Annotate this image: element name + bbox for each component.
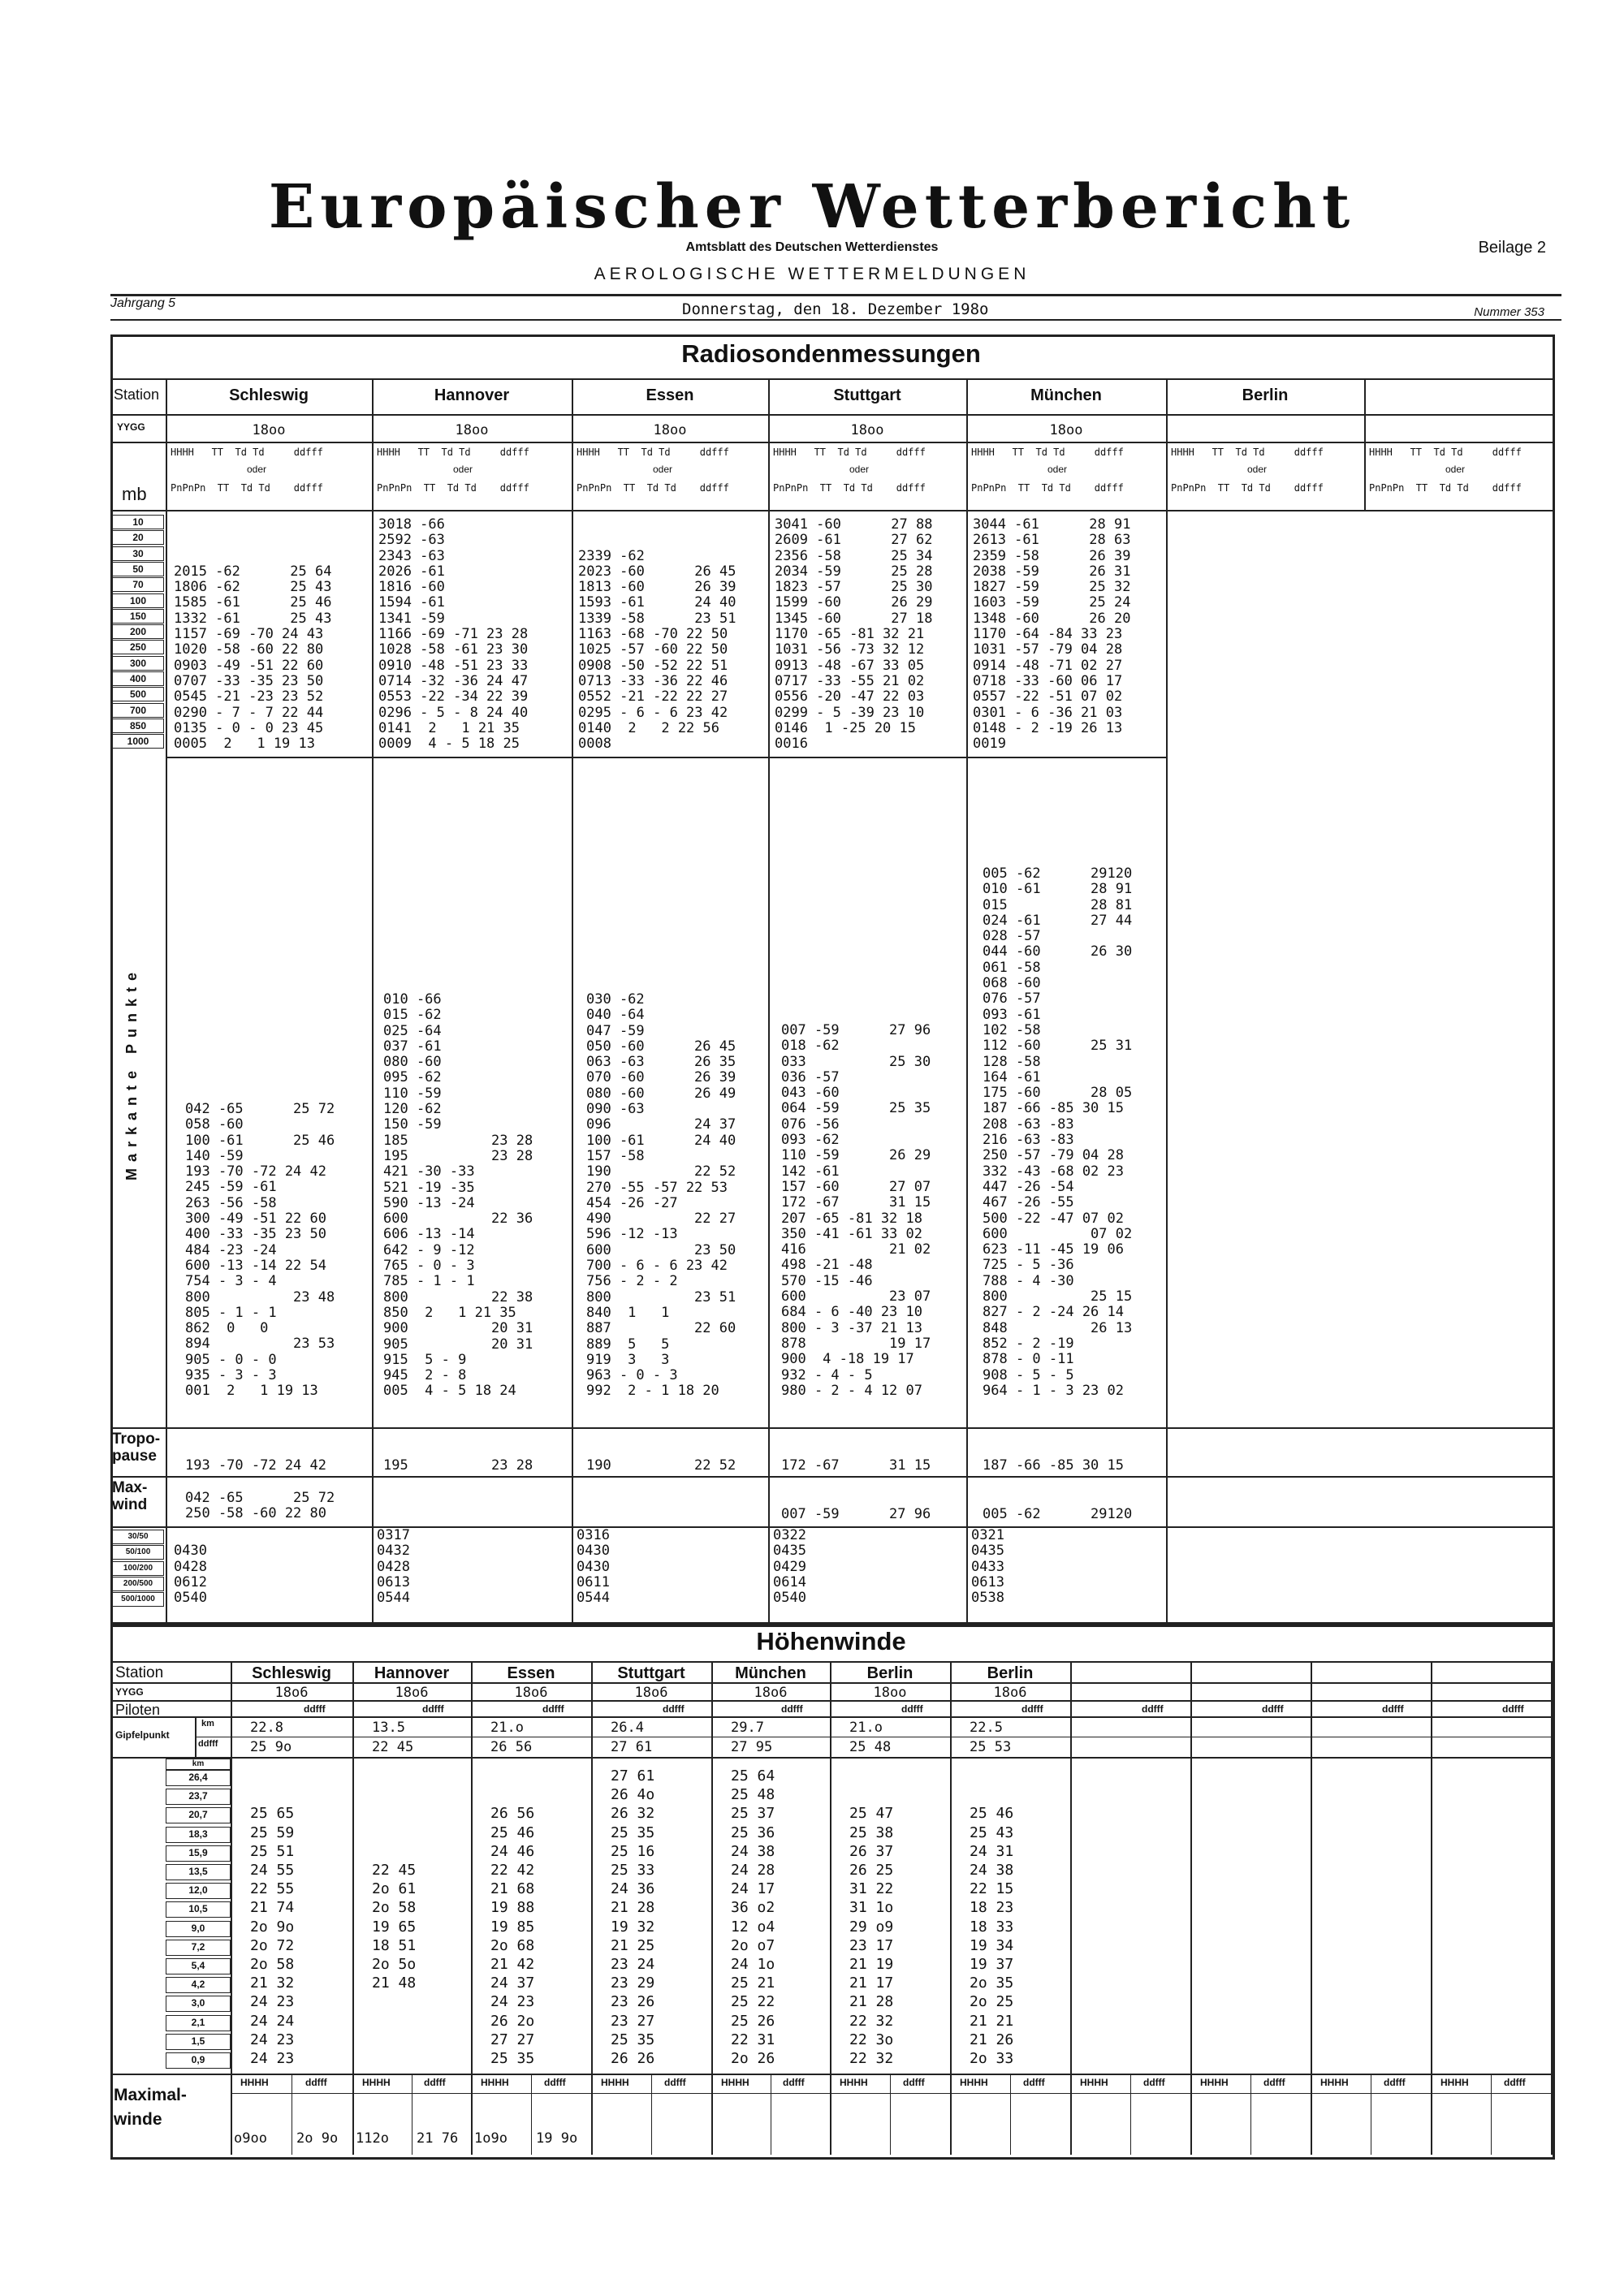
tropo-essen: 190 22 52	[586, 1457, 736, 1474]
max-hhhh-label: HHHH	[1080, 2077, 1108, 2088]
height-label: 10,5	[166, 1901, 231, 1918]
max-hhhh-label: HHHH	[601, 2077, 629, 2088]
max-ddfff-label: ddfff	[1384, 2077, 1406, 2088]
height-label: 26,4	[166, 1770, 231, 1786]
sig-data-muenchen: 005 -62 29120 010 -61 28 91 015 28 81 024 -61 27 44 028 -57 044 -60 26 30 061 -58 068 -60 076 -57 093 -61 102 -58 112 -60 25 31 128 -58 164 -61 175 -60 28 05 187 -66 -85 30 15 208 -63 -83 216 -63 -83 250 -57 -79 04 28 332 -43 -68 02 23 447 -26 -54 467 -26 -55 500 -22 -47 07 02 600 07 02 623 -11 -45 19 06 725 - 5 -36 788 - 4 -30 800 25 15 827 - 2 -24 26 14 848 26 13 852 - 2 -19 878 - 0 -11 908 - 5 - 5 964 - 1 - 3 23 02	[983, 865, 1133, 1399]
column-header: PnPnPn TT Td Td ddfff	[171, 482, 323, 494]
thickness-label: 100/200	[112, 1561, 164, 1576]
winds-column-data: 25 47 25 38 26 37 26 25 31 22 31 1o 29 o9 23 17 21 19 21 17 21 28 22 32 22 3o 22 32	[849, 1805, 894, 2068]
winds-column-divider	[471, 1661, 473, 2155]
max-col-split	[1130, 2074, 1131, 2155]
column-header: PnPnPn TT Td Td ddfff	[377, 482, 529, 494]
sig-data-schleswig: 042 -65 25 72 058 -60 100 -61 25 46 140 -59 193 -70 -72 24 42 245 -59 -61 263 -56 -58 300 -49 -51 22 60 400 -33 -35 23 50 484 -23 -24 600 -13 -14 22 54 754 - 3 - 4 800 23 48 805 - 1 - 1 862 0 0 894 23 53 905 - 0 - 0 935 - 3 - 3 001 2 1 19 13	[185, 1101, 335, 1400]
winds-yygg: 18o6	[514, 1685, 548, 1701]
gipfel-ddfff: 25 48	[849, 1739, 892, 1755]
height-label: 20,7	[166, 1807, 231, 1823]
height-label: 15,9	[166, 1845, 231, 1862]
thickness-label: 30/50	[112, 1530, 164, 1544]
header-rule-2	[110, 319, 1561, 321]
winds-station-name: Schleswig	[252, 1664, 331, 1682]
station-name: Schleswig	[229, 386, 309, 404]
winds-yygg: 18o6	[395, 1685, 429, 1701]
yygg-label: YYGG	[117, 421, 145, 433]
height-label: 12,0	[166, 1883, 231, 1899]
header-rule	[110, 294, 1561, 296]
tropo-muenchen: 187 -66 -85 30 15	[983, 1457, 1124, 1474]
max-hhhh-label: HHHH	[721, 2077, 749, 2088]
max-hhhh: o9oo	[234, 2130, 267, 2147]
winds-column-divider	[1431, 1661, 1432, 2155]
piloten-ddfff: ddfff	[1502, 1703, 1524, 1715]
thickness-label: 200/500	[112, 1577, 164, 1591]
level-label: 20	[112, 530, 164, 545]
level-label: 400	[112, 671, 164, 686]
column-header: HHHH TT Td Td ddfff	[377, 447, 529, 458]
yygg-value: 18oo	[1049, 422, 1083, 438]
column-header: PnPnPn TT Td Td ddfff	[773, 482, 926, 494]
tropo-stuttgart: 172 -67 31 15	[781, 1457, 931, 1474]
radiosonde-title: Radiosondenmessungen	[681, 339, 981, 368]
max-hhhh-label: HHHH	[840, 2077, 868, 2088]
maxwind-label: Max-wind	[112, 1479, 148, 1513]
winds-title: Höhenwinde	[756, 1627, 906, 1655]
winds-station-label: Station	[115, 1664, 164, 1681]
winds-column-divider	[711, 1661, 713, 2155]
gipfel-km-label: km	[201, 1719, 214, 1728]
column-header: HHHH TT Td Td ddfff	[171, 447, 323, 458]
max-ddfff-label: ddfff	[305, 2077, 327, 2088]
height-label: 9,0	[166, 1921, 231, 1937]
gipfel-label-split	[195, 1716, 197, 1757]
piloten-ddfff: ddfff	[542, 1703, 564, 1715]
winds-yygg: 18o6	[754, 1685, 788, 1701]
winds-column-divider	[950, 1661, 952, 2155]
station-name: Berlin	[1242, 386, 1289, 404]
volume-label: Jahrgang 5	[110, 296, 176, 310]
winds-column-data: 26 56 25 46 24 46 22 42 21 68 19 88 19 85 2o 68 21 42 24 37 24 23 26 2o 27 27 25 35	[490, 1805, 535, 2068]
max-hhhh-label: HHHH	[1440, 2077, 1469, 2088]
max-col-split	[531, 2074, 532, 2155]
height-label: 7,2	[166, 1940, 231, 1956]
winds-yygg: 18o6	[634, 1685, 668, 1701]
level-label: 850	[112, 719, 164, 733]
gipfel-ddfff: 25 9o	[250, 1739, 292, 1755]
height-label: 23,7	[166, 1789, 231, 1805]
sig-data-hannover: 010 -66 015 -62 025 -64 037 -61 080 -60 095 -62 110 -59 120 -62 150 -59 185 23 28 195 23 28 421 -30 -33 521 -19 -35 590 -13 -24 600 22 36 606 -13 -14 642 - 9 -12 765 - 0 - 3 785 - 1 - 1 800 22 38 850 2 1 21 35 900 20 31 905 20 31 915 5 - 9 945 2 - 8 005 4 - 5 18 24	[383, 991, 533, 1400]
station-name: Essen	[646, 386, 694, 404]
yygg-value: 18oo	[653, 422, 687, 438]
gipfelpunkt-label: Gipfelpunkt	[115, 1729, 170, 1741]
column-header-oder: oder	[453, 464, 473, 475]
column-header-oder: oder	[1047, 464, 1068, 475]
maxwind-stuttgart: 007 -59 27 96	[781, 1506, 931, 1522]
column-header: PnPnPn TT Td Td ddfff	[577, 482, 729, 494]
winds-column-data: 22 45 2o 61 2o 58 19 65 18 51 2o 5o 21 48	[372, 1862, 417, 1992]
max-col-split	[1010, 2074, 1011, 2155]
piloten-ddfff: ddfff	[1142, 1703, 1164, 1715]
max-hhhh-label: HHHH	[481, 2077, 509, 2088]
height-label: 2,1	[166, 2015, 231, 2031]
winds-yygg: 18o6	[993, 1685, 1027, 1701]
maximalwinde-label: Maximal-winde	[114, 2086, 187, 2129]
winds-station-name: Essen	[507, 1664, 555, 1682]
max-hhhh: 1o9o	[474, 2130, 508, 2147]
column-header: PnPnPn TT Td Td ddfff	[971, 482, 1124, 494]
level-label: 100	[112, 593, 164, 608]
level-label: 50	[112, 562, 164, 576]
winds-station-name: München	[735, 1664, 806, 1682]
thickness-essen: 0316 0430 0430 0611 0544	[577, 1527, 610, 1607]
max-ddfff-label: ddfff	[1504, 2077, 1526, 2088]
sig-data-essen: 030 -62 040 -64 047 -59 050 -60 26 45 063 -63 26 35 070 -60 26 39 080 -60 26 49 090 -63 096 24 37 100 -61 24 40 157 -58 190 22 52 270 -55 -57 22 53 454 -26 -27 490 22 27 596 -12 -13 600 23 50 700 - 6 - 6 23 42 756 - 2 - 2 800 23 51 840 1 1 887 22 60 889 5 5 919 3 3 963 - 0 - 3 992 2 - 1 18 20	[586, 991, 736, 1400]
piloten-ddfff: ddfff	[1262, 1703, 1284, 1715]
gipfel-km: 22.8	[250, 1720, 283, 1736]
winds-column-divider	[591, 1661, 593, 2155]
level-label: 1000	[112, 734, 164, 749]
supplement-label: Beilage 2	[1478, 239, 1546, 257]
max-hhhh-label: HHHH	[362, 2077, 391, 2088]
height-label: 5,4	[166, 1958, 231, 1974]
column-header: PnPnPn TT Td Td ddfff	[1171, 482, 1324, 494]
max-ddfff-label: ddfff	[664, 2077, 686, 2088]
station-label: Station	[114, 386, 160, 403]
gipfel-km: 29.7	[731, 1720, 764, 1736]
issue-number: Nummer 353	[1474, 305, 1544, 319]
main-data-muenchen: 3044 -61 28 91 2613 -61 28 63 2359 -58 26 39 2038 -59 26 31 1827 -59 25 32 1603 -59 25 24 1348 -60 26 20 1170 -64 -84 33 23 1031 -57 -79 04 28 0914 -48 -71 02 27 0718 -33 -60 06 17 0557 -22 -51 07 02 0301 - 6 -36 21 03 0148 - 2 -19 26 13 0019	[973, 516, 1131, 753]
column-header: PnPnPn TT Td Td ddfff	[1369, 482, 1522, 494]
winds-station-name: Hannover	[374, 1664, 450, 1682]
column-header: HHHH TT Td Td ddfff	[773, 447, 926, 458]
max-ddfff-label: ddfff	[1143, 2077, 1165, 2088]
column-header-oder: oder	[1247, 464, 1268, 475]
tropo-hannover: 195 23 28	[383, 1457, 533, 1474]
gipfel-ddfff: 27 61	[611, 1739, 653, 1755]
height-label: 4,2	[166, 1977, 231, 1993]
station-name: Stuttgart	[833, 386, 901, 404]
markante-punkte-label: Markante Punkte	[123, 966, 140, 1181]
mb-label: mb	[122, 484, 147, 504]
page-title: Europäischer Wetterbericht	[268, 172, 1356, 242]
level-label: 200	[112, 624, 164, 639]
gipfel-ddfff: 26 56	[490, 1739, 533, 1755]
level-label: 30	[112, 546, 164, 561]
height-label: 0,9	[166, 2052, 231, 2069]
thickness-label: 500/1000	[112, 1592, 164, 1607]
level-label: 300	[112, 656, 164, 671]
column-header: HHHH TT Td Td ddfff	[577, 447, 729, 458]
winds-station-name: Berlin	[866, 1664, 914, 1682]
winds-station-name: Stuttgart	[617, 1664, 685, 1682]
height-unit-label: km	[166, 1759, 231, 1770]
thickness-schleswig: 0430 0428 0612 0540	[174, 1543, 207, 1607]
winds-column-divider	[231, 1661, 232, 2155]
max-col-split	[651, 2074, 652, 2155]
winds-column-data: 25 65 25 59 25 51 24 55 22 55 21 74 2o 9o 2o 72 2o 58 21 32 24 23 24 24 24 23 24 23	[250, 1805, 295, 2068]
main-data-schleswig: 2015 -62 25 64 1806 -62 25 43 1585 -61 25 46 1332 -61 25 43 1157 -69 -70 24 43 1020 -58 -60 22 80 0903 -49 -51 22 60 0707 -33 -35 23 50 0545 -21 -23 23 52 0290 - 7 - 7 22 44 0135 - 0 - 0 23 45 0005 2 1 19 13	[174, 563, 332, 753]
gipfel-ddfff: 22 45	[372, 1739, 414, 1755]
yygg-value: 18oo	[455, 422, 489, 438]
max-ddfff-label: ddfff	[1263, 2077, 1285, 2088]
winds-yygg: 18oo	[873, 1685, 907, 1701]
max-ddfff: 2o 9o	[296, 2130, 339, 2147]
gipfel-km: 26.4	[611, 1720, 644, 1736]
winds-column-divider	[1070, 1661, 1072, 2155]
tropo-schleswig: 193 -70 -72 24 42	[185, 1457, 326, 1474]
piloten-ddfff: ddfff	[304, 1703, 326, 1715]
tropopause-label: Tropo-pause	[112, 1431, 161, 1465]
height-label: 13,5	[166, 1864, 231, 1880]
max-col-split	[1250, 2074, 1251, 2155]
winds-column-divider	[1190, 1661, 1192, 2155]
yygg-value: 18oo	[252, 422, 286, 438]
winds-yygg-label: YYGG	[115, 1686, 144, 1698]
winds-column-divider	[352, 1661, 354, 2155]
level-label: 700	[112, 703, 164, 718]
max-col-split	[890, 2074, 891, 2155]
sig-data-stuttgart: 007 -59 27 96 018 -62 033 25 30 036 -57 043 -60 064 -59 25 35 076 -56 093 -62 110 -59 26 29 142 -61 157 -60 27 07 172 -67 31 15 207 -65 -81 32 18 350 -41 -61 33 02 416 21 02 498 -21 -48 570 -15 -46 600 23 07 684 - 6 -40 23 10 800 - 3 -37 21 13 878 19 17 900 4 -18 19 17 932 - 4 - 5 980 - 2 - 4 12 07	[781, 1022, 931, 1399]
gipfel-ddfff: 27 95	[731, 1739, 773, 1755]
gipfel-km: 13.5	[372, 1720, 405, 1736]
thickness-label: 50/100	[112, 1545, 164, 1560]
station-name: Hannover	[434, 386, 510, 404]
gipfel-ddfff: 25 53	[970, 1739, 1012, 1755]
column-header-oder: oder	[849, 464, 870, 475]
thickness-muenchen: 0321 0435 0433 0613 0538	[971, 1527, 1004, 1607]
max-hhhh-label: HHHH	[1320, 2077, 1349, 2088]
level-label: 500	[112, 687, 164, 701]
winds-yygg: 18o6	[274, 1685, 309, 1701]
subtitle: Amtsblatt des Deutschen Wetterdienstes	[685, 240, 939, 254]
winds-column-data: 27 61 26 4o 26 32 25 35 25 16 25 33 24 36 21 28 19 32 21 25 23 24 23 29 23 26 23 27 25 35 26 26	[611, 1767, 655, 2068]
thickness-stuttgart: 0322 0435 0429 0614 0540	[773, 1527, 806, 1607]
date-line: Donnerstag, den 18. Dezember 198o	[682, 300, 989, 318]
level-label: 70	[112, 577, 164, 592]
column-header: HHHH TT Td Td ddfff	[971, 447, 1124, 458]
level-label: 250	[112, 640, 164, 654]
max-ddfff-label: ddfff	[1023, 2077, 1045, 2088]
max-col-split	[1491, 2074, 1492, 2155]
column-header-oder: oder	[1445, 464, 1466, 475]
max-ddfff-label: ddfff	[424, 2077, 446, 2088]
maxwind-muenchen: 005 -62 29120	[983, 1506, 1133, 1522]
piloten-ddfff: ddfff	[422, 1703, 444, 1715]
main-data-essen: 2339 -62 2023 -60 26 45 1813 -60 26 39 1593 -61 24 40 1339 -58 23 51 1163 -68 -70 22 50 1025 -57 -60 22 50 0908 -50 -52 22 51 0713 -33 -36 22 46 0552 -21 -22 22 27 0295 - 6 - 6 23 42 0140 2 2 22 56 0008	[578, 547, 736, 753]
winds-column-data: 25 46 25 43 24 31 24 38 22 15 18 23 18 33 19 34 19 37 2o 35 2o 25 21 21 21 26 2o 33	[970, 1805, 1014, 2068]
column-header-oder: oder	[247, 464, 267, 475]
gipfel-km: 21.o	[849, 1720, 883, 1736]
level-label: 150	[112, 609, 164, 624]
max-hhhh-label: HHHH	[960, 2077, 988, 2088]
winds-column-divider	[1551, 1661, 1553, 2155]
max-hhhh-label: HHHH	[1200, 2077, 1229, 2088]
winds-column-divider	[1311, 1661, 1312, 2155]
height-label: 3,0	[166, 1996, 231, 2012]
column-header-oder: oder	[653, 464, 673, 475]
main-data-stuttgart: 3041 -60 27 88 2609 -61 27 62 2356 -58 25 34 2034 -59 25 28 1823 -57 25 30 1599 -60 26 29 1345 -60 27 18 1170 -65 -81 32 21 1031 -56 -73 32 12 0913 -48 -67 33 05 0717 -33 -55 21 02 0556 -20 -47 22 03 0299 - 5 -39 23 10 0146 1 -25 20 15 0016	[775, 516, 933, 753]
level-label: 10	[112, 515, 164, 529]
winds-column-data: 25 64 25 48 25 37 25 36 24 38 24 28 24 17 36 o2 12 o4 2o o7 24 1o 25 21 25 22 25 26 22 31 2o 26	[731, 1767, 775, 2068]
max-hhhh-label: HHHH	[240, 2077, 269, 2088]
max-ddfff: 19 9o	[536, 2130, 578, 2147]
piloten-ddfff: ddfff	[1021, 1703, 1043, 1715]
height-label: 18,3	[166, 1827, 231, 1843]
piloten-ddfff: ddfff	[781, 1703, 803, 1715]
main-data-hannover: 3018 -66 2592 -63 2343 -63 2026 -61 1816 -60 1594 -61 1341 -59 1166 -69 -71 23 28 1028 -58 -61 23 30 0910 -48 -51 23 33 0714 -32 -36 24 47 0553 -22 -34 22 39 0296 - 5 - 8 24 40 0141 2 1 21 35 0009 4 - 5 18 25	[378, 516, 529, 753]
maxwind-schleswig: 042 -65 25 72 250 -58 -60 22 80	[185, 1490, 335, 1522]
column-header: HHHH TT Td Td ddfff	[1369, 447, 1522, 458]
yygg-value: 18oo	[850, 422, 884, 438]
column-header: HHHH TT Td Td ddfff	[1171, 447, 1324, 458]
gipfel-km: 22.5	[970, 1720, 1003, 1736]
max-hhhh: 112o	[356, 2130, 389, 2147]
max-ddfff-label: ddfff	[544, 2077, 566, 2088]
max-split	[231, 2093, 1551, 2094]
series-title: AEROLOGISCHE WETTERMELDUNGEN	[594, 265, 1030, 283]
piloten-ddfff: ddfff	[663, 1703, 685, 1715]
max-ddfff-label: ddfff	[903, 2077, 925, 2088]
thickness-hannover: 0317 0432 0428 0613 0544	[377, 1527, 410, 1607]
piloten-label: Piloten	[115, 1702, 161, 1718]
gipfel-ddfff-label: ddfff	[198, 1739, 218, 1749]
station-name: München	[1030, 386, 1102, 404]
piloten-ddfff: ddfff	[901, 1703, 923, 1715]
gipfel-km: 21.o	[490, 1720, 524, 1736]
winds-station-name: Berlin	[987, 1664, 1034, 1682]
max-ddfff-label: ddfff	[783, 2077, 805, 2088]
max-ddfff: 21 76	[417, 2130, 459, 2147]
height-label: 1,5	[166, 2034, 231, 2050]
piloten-ddfff: ddfff	[1382, 1703, 1404, 1715]
winds-column-divider	[830, 1661, 831, 2155]
